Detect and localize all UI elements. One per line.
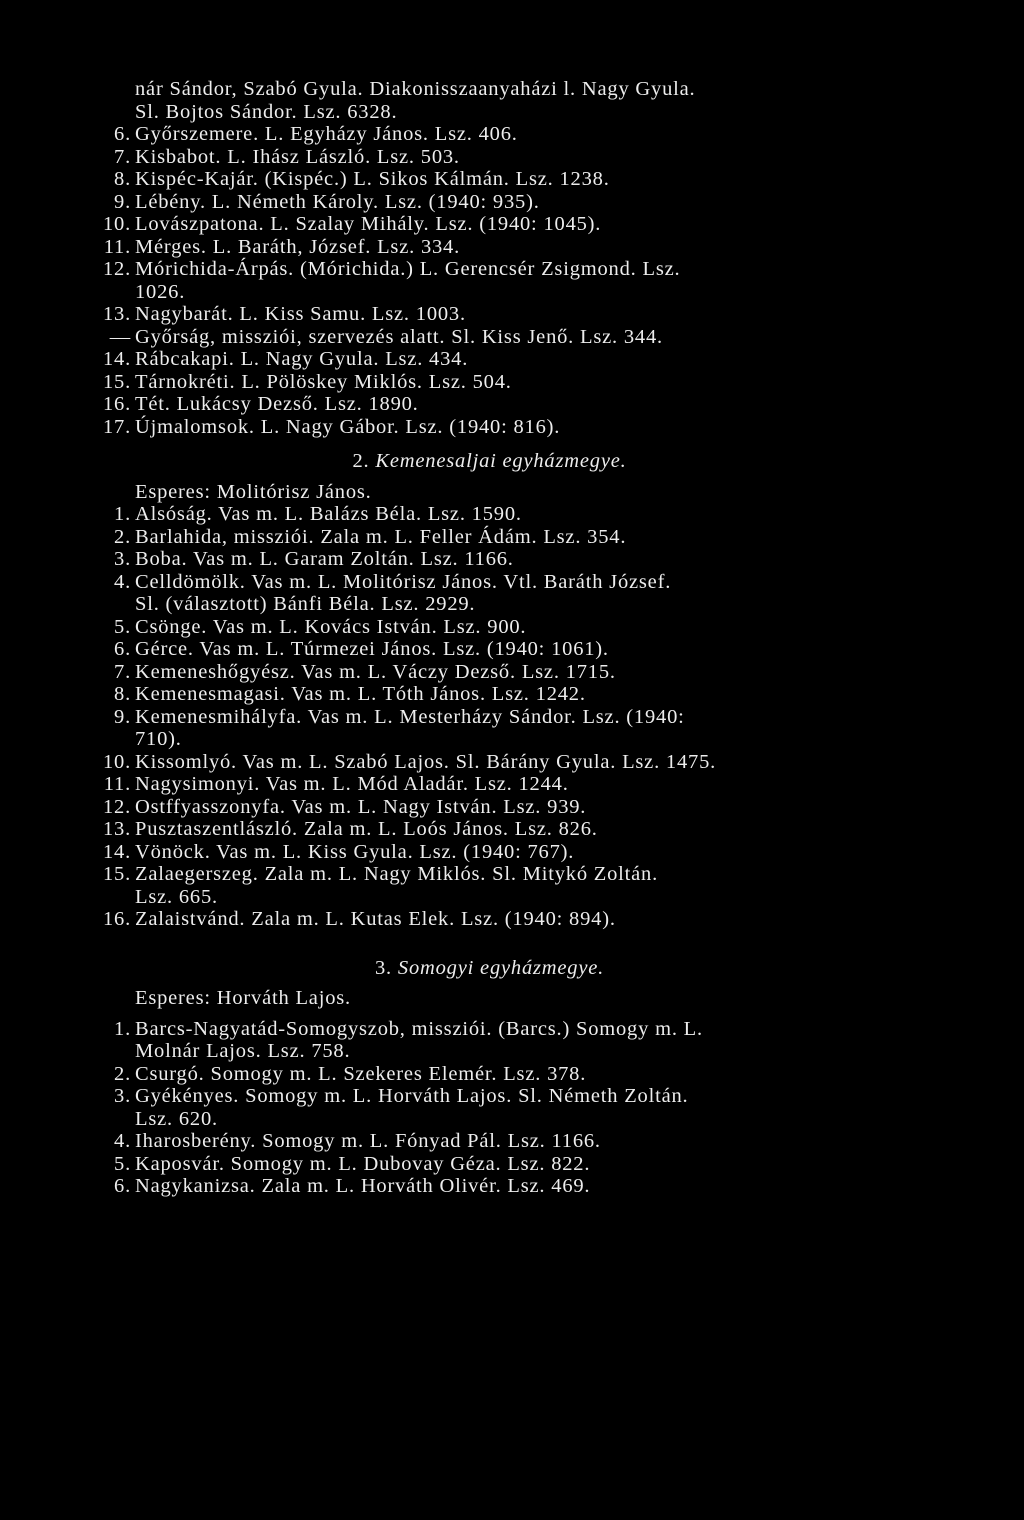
list-item xyxy=(95,168,964,191)
list-item xyxy=(95,706,964,729)
item-text: Tárnokréti. L. Pölöskey Miklós. Lsz. 504. xyxy=(135,370,512,393)
item-number: 14. xyxy=(102,348,131,370)
list-item xyxy=(95,526,964,549)
list-item xyxy=(95,728,964,751)
item-number: 3. xyxy=(114,548,131,570)
section-3-title: Somogyi egyházmegye. xyxy=(397,956,605,979)
item-text: Rábcakapi. L. Nagy Gyula. Lsz. 434. xyxy=(135,348,469,370)
item-number: 2. xyxy=(114,1062,131,1085)
item-number: 11. xyxy=(103,773,131,795)
item-text: Kisbabot. L. Ihász László. Lsz. 503. xyxy=(135,145,460,168)
item-number: 7. xyxy=(114,145,131,168)
item-number: 6. xyxy=(114,1175,131,1197)
list-item xyxy=(95,146,964,169)
list-item xyxy=(95,616,964,639)
list-item xyxy=(95,281,964,304)
item-text: Barcs-Nagyatád-Somogyszob, missziói. (Barcs.) Somogy m. L. xyxy=(135,1017,703,1040)
item-text: Barlahida, missziói. Zala m. L. Feller Ádám. Lsz. 354. xyxy=(135,525,627,548)
item-text: Gyékényes. Somogy m. L. Horváth Lajos. Sl. Németh Zoltán. xyxy=(135,1085,689,1107)
item-number: 5. xyxy=(114,1152,131,1175)
item-text: Csönge. Vas m. L. Kovács István. Lsz. 900. xyxy=(135,615,527,638)
list-item xyxy=(95,393,964,416)
item-number: 10. xyxy=(102,213,131,235)
item-text: Mérges. L. Baráth, József. Lsz. 334. xyxy=(135,235,461,258)
list-item xyxy=(95,908,964,931)
list-item xyxy=(95,683,964,706)
section-2-list xyxy=(95,503,964,931)
item-text: Pusztaszentlászló. Zala m. L. Loós János. Lsz. 826. xyxy=(135,818,598,840)
section-1-list xyxy=(95,123,964,438)
item-text: Boba. Vas m. L. Garam Zoltán. Lsz. 1166. xyxy=(135,548,514,570)
list-item xyxy=(95,593,964,616)
list-item xyxy=(95,416,964,439)
list-item xyxy=(95,841,964,864)
list-item xyxy=(95,1040,964,1063)
item-text: Lovászpatona. L. Szalay Mihály. Lsz. (1940: 1045). xyxy=(135,213,602,235)
item-number: 12. xyxy=(102,258,131,280)
list-item xyxy=(95,638,964,661)
item-number: 8. xyxy=(114,683,131,705)
list-item xyxy=(95,863,964,886)
item-text: Gérce. Vas m. L. Túrmezei János. Lsz. (1940: 1061). xyxy=(135,638,609,660)
item-number: 16. xyxy=(102,393,131,415)
item-text: Kissomlyó. Vas m. L. Szabó Lajos. Sl. Bárány Gyula. Lsz. 1475. xyxy=(135,750,717,773)
item-number: 8. xyxy=(114,168,131,190)
item-text: Ostffyasszonyfa. Vas m. L. Nagy István. Lsz. 939. xyxy=(135,795,587,818)
list-item xyxy=(95,1130,964,1153)
list-item xyxy=(95,1175,964,1198)
item-number: 1. xyxy=(114,1017,131,1040)
list-item xyxy=(95,191,964,214)
item-text-continued: Lsz. 620. xyxy=(135,1107,218,1130)
list-item xyxy=(95,548,964,571)
item-number: 9. xyxy=(114,705,131,728)
section-2-title: Kemenesaljai egyházmegye. xyxy=(375,450,627,472)
item-number: 4. xyxy=(114,570,131,593)
list-item xyxy=(95,348,964,371)
item-text-continued: Lsz. 665. xyxy=(135,885,218,908)
item-text: Nagybarát. L. Kiss Samu. Lsz. 1003. xyxy=(135,303,466,325)
list-item xyxy=(95,751,964,774)
list-item xyxy=(95,886,964,909)
list-item xyxy=(95,571,964,594)
item-number: 1. xyxy=(114,503,131,525)
item-text: Iharosberény. Somogy m. L. Fónyad Pál. Lsz. 1166. xyxy=(135,1130,601,1152)
list-item xyxy=(95,1108,964,1131)
item-number: 13. xyxy=(102,303,131,325)
list-item xyxy=(95,503,964,526)
list-item xyxy=(95,258,964,281)
item-text: Zalaistvánd. Zala m. L. Kutas Elek. Lsz. (1940: 894). xyxy=(135,908,616,930)
item-text-continued: Molnár Lajos. Lsz. 758. xyxy=(135,1040,351,1062)
list-item xyxy=(95,1085,964,1108)
top-continuation xyxy=(95,78,964,123)
item-text: Kaposvár. Somogy m. L. Dubovay Géza. Lsz. 822. xyxy=(135,1152,591,1175)
item-number: 17. xyxy=(102,415,131,438)
list-item xyxy=(95,123,964,146)
item-number: 10. xyxy=(102,750,131,773)
section-3-list xyxy=(95,1018,964,1198)
item-text-continued: 710). xyxy=(135,728,182,750)
list-item xyxy=(95,213,964,236)
item-number: 9. xyxy=(114,190,131,213)
item-text: Mórichida-Árpás. (Mórichida.) L. Gerencsér Zsigmond. Lsz. xyxy=(135,258,681,280)
item-text: Kemenesmihályfa. Vas m. L. Mesterházy Sándor. Lsz. (1940: xyxy=(135,705,685,728)
item-number: 3. xyxy=(114,1085,131,1107)
item-number: 5. xyxy=(114,615,131,638)
item-number: 13. xyxy=(102,818,131,840)
item-number: 11. xyxy=(103,235,131,258)
item-text: Celldömölk. Vas m. L. Molitórisz János. Vtl. Baráth József. xyxy=(135,570,672,593)
continuation-line: Sl. Bojtos Sándor. Lsz. 6328. xyxy=(135,100,398,123)
item-number: 15. xyxy=(102,863,131,885)
item-text: Újmalomsok. L. Nagy Gábor. Lsz. (1940: 816). xyxy=(135,415,561,438)
item-number: 14. xyxy=(102,840,131,863)
item-text: Alsóság. Vas m. L. Balázs Béla. Lsz. 1590. xyxy=(135,503,522,525)
item-text: Lébény. L. Németh Károly. Lsz. (1940: 935). xyxy=(135,190,540,213)
item-text: Zalaegerszeg. Zala m. L. Nagy Miklós. Sl. Mitykó Zoltán. xyxy=(135,863,659,885)
item-number: 2. xyxy=(114,525,131,548)
list-item xyxy=(95,1153,964,1176)
list-item xyxy=(95,303,964,326)
item-text: Kispéc-Kajár. (Kispéc.) L. Sikos Kálmán. Lsz. 1238. xyxy=(135,168,610,190)
section-3-number: 3. xyxy=(374,956,392,979)
section-3-dean: Esperes: Horváth Lajos. xyxy=(135,987,351,1009)
item-text: Tét. Lukácsy Dezső. Lsz. 1890. xyxy=(135,393,419,415)
item-number: 12. xyxy=(102,795,131,818)
item-number: 7. xyxy=(114,660,131,683)
list-item xyxy=(95,796,964,819)
item-text: Nagysimonyi. Vas m. L. Mód Aladár. Lsz. 1244. xyxy=(135,773,569,795)
section-3-heading xyxy=(95,957,964,980)
item-number: 4. xyxy=(114,1130,131,1152)
item-number: 6. xyxy=(114,123,131,145)
item-number: 15. xyxy=(102,370,131,393)
list-item xyxy=(95,773,964,796)
item-number: 6. xyxy=(114,638,131,660)
item-text: Vönöck. Vas m. L. Kiss Gyula. Lsz. (1940: 767). xyxy=(135,840,575,863)
item-text-continued: 1026. xyxy=(135,280,186,303)
list-item xyxy=(95,818,964,841)
item-text: Nagykanizsa. Zala m. L. Horváth Olivér. Lsz. 469. xyxy=(135,1175,591,1197)
list-item xyxy=(95,326,964,349)
section-2-number: 2. xyxy=(352,450,370,472)
item-text: Csurgó. Somogy m. L. Szekeres Elemér. Lsz. 378. xyxy=(135,1062,587,1085)
list-item xyxy=(95,1018,964,1041)
list-item xyxy=(95,661,964,684)
item-number: — xyxy=(109,325,131,348)
section-2-heading xyxy=(95,450,964,473)
item-text: Győrszemere. L. Egyházy János. Lsz. 406. xyxy=(135,123,518,145)
list-item xyxy=(95,371,964,394)
item-text: Kemeneshőgyész. Vas m. L. Váczy Dezső. Lsz. 1715. xyxy=(135,660,616,683)
section-2-dean: Esperes: Molitórisz János. xyxy=(135,480,372,503)
item-number: 16. xyxy=(102,908,131,930)
list-item xyxy=(95,236,964,259)
list-item xyxy=(95,1063,964,1086)
item-text: Győrság, missziói, szervezés alatt. Sl. Kiss Jenő. Lsz. 344. xyxy=(135,325,663,348)
item-text: Kemenesmagasi. Vas m. L. Tóth János. Lsz. 1242. xyxy=(135,683,586,705)
item-text-continued: Sl. (választott) Bánfi Béla. Lsz. 2929. xyxy=(135,593,476,615)
continuation-line: nár Sándor, Szabó Gyula. Diakonisszaanyaházi l. Nagy Gyula. xyxy=(135,78,696,100)
